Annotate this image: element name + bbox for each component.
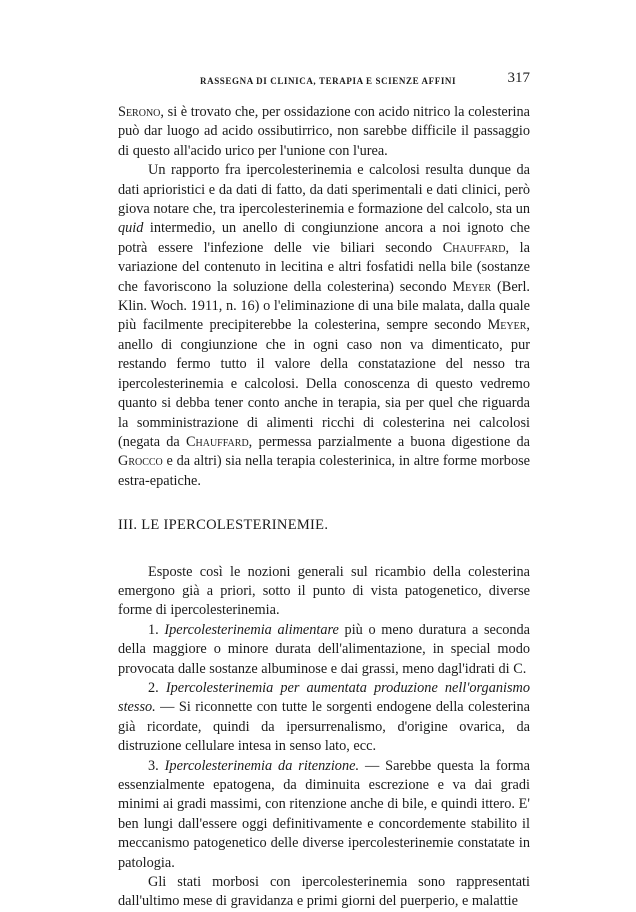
author-name: Meyer bbox=[487, 317, 527, 334]
list-item bbox=[118, 621, 530, 679]
item-text: più o meno duratura a seconda della maggiore o minore durata dell'alimentazione, in special modo provocata dalle sostanze albuminose e dai grassi, meno dagl'idrati di C. bbox=[118, 621, 530, 677]
item-text: — Sarebbe questa la forma essenzialmente epatogena, da diminuita escrezione e va dai gradi minimi ai gradi massimi, con ritenzione anche di bile, e quindi ittero. E' ben lungi dall'essere oggi definitivamente e concordemente stabilito il meccanismo patogenetico delle diverse ipercolesterinemie constatate in patologia. bbox=[118, 757, 530, 871]
text-run: , la variazione del contenuto in lecitina e altri fosfatidi nella bile (sostanze che favoriscono la soluzione della colesterina) secondo bbox=[118, 239, 530, 295]
item-title: Ipercolesterinemia da ritenzione. bbox=[164, 757, 360, 774]
list-item bbox=[118, 679, 530, 757]
text-run: , anello di congiunzione che in ogni caso non va dimenticato, pur restando fermo tutto il valore della constatazione del nesso tra ipercolesterinemia e calcolosi. Della conoscenza di questo vedremo quanto si debba tener conto anche in terapia, sia per quel che riguarda la somministrazione di alimenti ricchi di colesterina nei calcolosi (negata da bbox=[118, 317, 530, 450]
paragraph: Esposte così le nozioni generali sul ricambio della colesterina emergono già a priori, sotto il punto di vista patogenetico, diverse forme di ipercolesterinemia. bbox=[118, 563, 530, 619]
item-title: Ipercolesterinemia per aumentata produzione nell'organismo stesso. bbox=[118, 679, 531, 716]
item-number: 2. bbox=[148, 679, 166, 696]
item-number: 3. bbox=[148, 757, 165, 774]
text-run: Un rapporto fra ipercolesterinemia e calcolosi resulta dunque da dati aprioristici e da dati di fatto, da dati sperimentali e dati clinici, però giova notare che, tra ipercolesterinemia e formazione del calcolo, sta un bbox=[118, 162, 530, 218]
list-item bbox=[118, 757, 530, 873]
author-name: Chauffard bbox=[185, 433, 249, 450]
text-run: e da altri) sia nella terapia colesterinica, in altre forme morbose estra-epatiche. bbox=[118, 453, 530, 489]
text-run: (Berl. Klin. Woch. 1911, n. 16) o l'eliminazione di una bile malata, dalla quale più facilmente precipiterebbe la colesterina, sempre secondo bbox=[118, 278, 530, 334]
item-number: 1. bbox=[148, 621, 165, 638]
paragraph: Gli stati morbosi con ipercolesterinemia sono rappresentati dall'ultimo mese di gravidanza e primi giorni del puerperio, e malattie bbox=[118, 874, 530, 910]
section-heading: III. LE IPERCOLESTERINEMIE. bbox=[118, 517, 329, 534]
author-name: Serono bbox=[118, 104, 161, 120]
page-header bbox=[200, 70, 530, 92]
body-text bbox=[118, 103, 530, 912]
item-text: — Si riconnette con tutte le sorgenti endogene della colesterina già ricordate, quindi da ipersurrenalismo, d'origine ovarica, da distruzione cellulare intesa in senso lato, ecc. bbox=[118, 699, 530, 755]
running-head: RASSEGNA DI CLINICA, TERAPIA E SCIENZE AFFINI bbox=[200, 76, 457, 86]
paragraph bbox=[118, 161, 530, 491]
author-name: Meyer bbox=[452, 278, 492, 295]
text-run: , permessa parzialmente a buona digestione da bbox=[248, 433, 530, 450]
page-number: 317 bbox=[507, 70, 530, 86]
text-run: , si è trovato che, per ossidazione con acido nitrico la colesterina può dar luogo ad acido ossibutirrico, non sarebbe difficile il passaggio di questo all'acido urico per l'unione con l'urea. bbox=[118, 104, 530, 159]
author-name: Grocco bbox=[118, 453, 163, 470]
paragraph bbox=[118, 103, 530, 161]
text-run: intermedio, un anello di congiunzione ancora a noi ignoto che potrà essere l'infezione delle vie biliari secondo bbox=[118, 220, 530, 256]
italic-term: quid bbox=[118, 220, 144, 237]
item-title: Ipercolesterinemia alimentare bbox=[164, 621, 339, 638]
author-name: Chauffard bbox=[442, 239, 506, 256]
